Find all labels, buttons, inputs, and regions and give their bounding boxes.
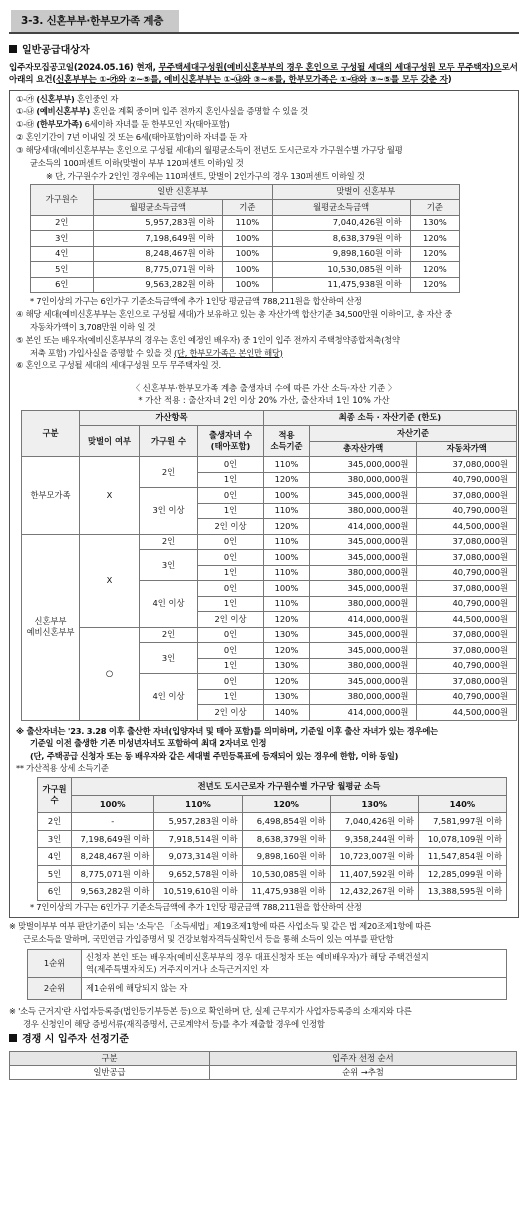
detail-cell: 7,040,426원 이하 [330,813,418,831]
detail-cell: 5,957,283원 이하 [154,813,242,831]
detail-income-table [37,777,507,901]
bonus-cell: 44,500,000원 [417,612,517,628]
rank-1-desc-a: 신청자 본인 또는 배우자(예비신혼부부의 경우 대표신청자 또는 예비배우자)가 해당 주택건설지 [86,952,429,963]
req-4a: ④ 해당 세대(예비신혼부부는 혼인으로 구성될 세대)가 보유하고 있는 총 자산가액 합산기준 34,500만원 이하이고, 총 자산 중 [16,308,453,319]
detail-cell: 11,475,938원 이하 [242,883,330,901]
bonus-cell: 120% [264,519,310,535]
detail-cell: 10,519,610원 이하 [154,883,242,901]
bonus-cell: 0인 [198,488,264,504]
bonus-division [22,534,80,720]
tie-order: 순위 →추첨 [210,1065,517,1079]
bonus-row [22,534,517,550]
rank-1-desc [82,950,507,978]
bonus-cell: 4인 이상 [140,674,198,721]
rank-row-2 [28,978,507,1000]
income-cell: 110% [223,215,272,231]
income-cell: 120% [410,277,459,293]
bonus-cell: 110% [264,457,310,473]
bonus-cell: 37,080,000원 [417,627,517,643]
bonus-table-body [22,457,517,721]
bonus-table [21,410,517,721]
bonus-cell: 3인 [140,643,198,674]
income-cell: 130% [410,215,459,231]
bonus-cell: 380,000,000원 [310,596,417,612]
bonus-cell: 100% [264,550,310,566]
bonus-cell: 110% [264,565,310,581]
bonus-cell: 110% [264,503,310,519]
income-row [31,262,460,278]
detail-pct: 140% [418,795,506,813]
income-cell: 7,040,426원 이하 [272,215,410,231]
dual-note-a: ※ 맞벌이부부 여부 판단기준이 되는 '소득'은 「소득세법」제19조제1항에 따른 사업소득 및 같은 법 제20조제1항에 따른 [9,921,431,932]
bonus-cell: 2인 이상 [198,612,264,628]
req-5a: ⑤ 본인 또는 배우자(예비신혼부부의 경우는 혼인 예정인 배우자) 중 1인이 입주 전까지 주택청약종합저축(청약 [16,334,400,345]
income-cell: 10,530,085원 이하 [272,262,410,278]
bonus-cell: 120% [264,472,310,488]
req-1a-bold: (신혼부부) [36,93,75,104]
bonus-cell: 37,080,000원 [417,457,517,473]
req-note7: * 7인이상의 가구는 6인가구 기준소득금액에 추가 1인당 평균금액 788,211원을 합산하여 산정 [30,296,362,307]
bonus-cell: 37,080,000원 [417,550,517,566]
bonus-cell: 4인 이상 [140,581,198,628]
bonus-cell: 380,000,000원 [310,689,417,705]
bonus-division-label: 한부모가족 [30,489,71,500]
bonus-cell: 37,080,000원 [417,674,517,690]
detail-cell: 7,581,997원 이하 [418,813,506,831]
detail-size: 6인 [38,883,72,901]
square-bullet-icon [9,1034,17,1042]
detail-cell: 8,775,071원 이하 [72,865,154,883]
bonus-th-kids-2: (태아포함) [210,441,251,452]
req-1c [16,118,512,131]
bonus-cell: 0인 [198,643,264,659]
bonus-cell: 380,000,000원 [310,658,417,674]
bonus-cell: 0인 [198,674,264,690]
bonus-cell: 130% [264,689,310,705]
requirements-box [9,90,519,919]
bonus-cell: 100% [264,581,310,597]
bonus-note-1a: ※ 출산자녀는 '23. 3.28 이후 출산한 자녀(입양자녀 및 태아 포함)를 의미하며, 기준일 이후 출산 자녀가 있는 경우에는 [16,725,438,736]
income-th-normal: 일반 신혼부부 [93,184,272,200]
bonus-cell: 414,000,000원 [310,705,417,721]
bonus-division-label: 예비신혼부부 [26,627,75,638]
bonus-cell: 380,000,000원 [310,503,417,519]
detail-th-size [38,778,72,813]
bonus-note-1b: 기준일 이전 출생한 기존 미성년자녀도 포함하여 최대 2자녀로 인정 [30,738,267,749]
general-heading-text: 일반공급대상자 [22,45,90,57]
rank-1-label: 1순위 [28,950,82,978]
income-cell: 100% [223,277,272,293]
bonus-dual-mark: ○ [80,627,140,720]
bonus-cell: 40,790,000원 [417,503,517,519]
square-bullet-icon [9,45,17,53]
detail-size: 3인 [38,830,72,848]
detail-size: 4인 [38,848,72,866]
detail-cell: 12,432,267원 이하 [330,883,418,901]
income-cell: 100% [223,262,272,278]
bonus-th-income-1: 적용 [278,429,295,440]
bonus-th-total: 총자산가액 [310,441,417,457]
bonus-th-size: 가구원 수 [140,426,198,457]
req-1b-bold: (예비신혼부부) [36,106,91,117]
detail-cell: 6,498,854원 이하 [242,813,330,831]
bonus-cell: 130% [264,658,310,674]
bonus-cell: 2인 이상 [198,705,264,721]
detail-pct-row [38,795,507,813]
bonus-cell: 120% [264,674,310,690]
income-cell: 6인 [31,277,94,293]
income-cell: 100% [223,231,272,247]
req-3a: ③ 해당세대(예비신혼부부는 혼인으로 구성될 세대)의 월평균소득이 전년도 도시근로자 가구원수별 가구당 월평 [16,145,403,156]
intro-underline-1: 무주택세대구성원(예비신혼부부의 경우 혼인으로 구성될 세대의 세대구성원 모두 무주택자)으 [158,62,502,73]
detail-cell: 10,723,007원 이하 [330,848,418,866]
detail-pct: 120% [242,795,330,813]
bonus-cell: 44,500,000원 [417,705,517,721]
bonus-cell: 345,000,000원 [310,627,417,643]
bonus-cell: 2인 [140,534,198,550]
bonus-th-final: 최종 소득 · 자산기준 (한도) [264,410,517,426]
bonus-cell: 0인 [198,457,264,473]
bonus-cell: 1인 [198,472,264,488]
detail-pct: 130% [330,795,418,813]
income-cell: 120% [410,262,459,278]
income-cell: 2인 [31,215,94,231]
req-2: ② 혼인기간이 7년 이내일 것 또는 6세(태아포함)이하 자녀를 둔 자 [16,132,248,143]
bonus-cell: 140% [264,705,310,721]
detail-row [38,865,507,883]
income-table [30,184,460,294]
bonus-cell: 3인 [140,550,198,581]
bonus-cell: 414,000,000원 [310,519,417,535]
income-row [31,246,460,262]
detail-size: 5인 [38,865,72,883]
income-cell: 8,775,071원 이하 [93,262,223,278]
detail-size: 2인 [38,813,72,831]
detail-pct: 110% [154,795,242,813]
income-cell: 3인 [31,231,94,247]
intro-underline-2: 신혼부부는 ①-㉮와 ②~⑤를, 예비신혼부부는 ①-㉯와 ③~⑥를, 한부모가족은 ①-㉰와 ③~⑤를 모두 갖춘 자 [56,75,448,86]
detail-cell: 11,407,592원 이하 [330,865,418,883]
income-th-size: 가구원수 [31,184,94,215]
req-1b-text: 혼인을 계획 중이며 입주 전까지 혼인사실을 증명할 수 있을 것 [90,106,309,117]
detail-cell: 12,285,099원 이하 [418,865,506,883]
bonus-cell: 345,000,000원 [310,488,417,504]
req-1b-mark: ①-㉯ [16,106,37,117]
detail-row [38,813,507,831]
bonus-cell: 380,000,000원 [310,472,417,488]
bonus-cell: 40,790,000원 [417,472,517,488]
income-row [31,215,460,231]
detail-cell: 9,563,282원 이하 [72,883,154,901]
bonus-cell: 40,790,000원 [417,596,517,612]
income-base-note-a: ※ '소득 근거지'란 사업자등록증(법인등기부등본 등)으로 확인하며 단, 실제 근무지가 사업자등록증의 소재지와 다른 [9,1006,412,1017]
req-1a [16,93,512,106]
detail-cell: 9,073,314원 이하 [154,848,242,866]
income-row [31,277,460,293]
detail-row [38,830,507,848]
income-cell: 9,898,160원 이하 [272,246,410,262]
bonus-cell: 40,790,000원 [417,658,517,674]
req-5b-underline: (단, 한부모가족은 본인만 해당) [173,347,283,358]
detail-note7: * 7인이상의 가구는 6인가구 기준소득금액에 추가 1인당 평균금액 788,211원을 합산하여 산정 [30,901,362,912]
detail-cell: 10,078,109원 이하 [418,830,506,848]
bonus-cell: 130% [264,627,310,643]
bonus-th-income-2: 소득기준 [270,441,303,452]
bonus-cell: 40,790,000원 [417,689,517,705]
detail-row [38,848,507,866]
income-table-body [31,215,460,293]
bonus-cell: 120% [264,612,310,628]
bonus-cell: 3인 이상 [140,488,198,535]
bonus-cell: 44,500,000원 [417,519,517,535]
detail-cell: 13,388,595원 이하 [418,883,506,901]
general-intro [9,62,519,87]
bonus-cell: 1인 [198,565,264,581]
income-cell: 5,957,283원 이하 [93,215,223,231]
bonus-cell: 0인 [198,534,264,550]
bonus-cell: 345,000,000원 [310,581,417,597]
income-cell: 8,638,379원 이하 [272,231,410,247]
bonus-division [22,457,80,535]
detail-cell: 7,198,649원 이하 [72,830,154,848]
intro-part-a: 입주자모집공고일(2024.05.16) 현재, [9,62,159,73]
bonus-cell: 2인 이상 [198,519,264,535]
bonus-cell: 380,000,000원 [310,565,417,581]
req-3b: 균소득의 100퍼센트 이하(맞벌이 부부 120퍼센트 이하)일 것 [30,157,244,168]
detail-th-title: 전년도 도시근로자 가구원수별 가구당 월평균 소득 [72,778,507,796]
rank-2-desc: 제1순위에 해당되지 않는 자 [82,978,507,1000]
req-1c-bold: (한부모가족) [36,119,83,130]
bonus-cell: 1인 [198,596,264,612]
req-6: ⑥ 혼인으로 구성될 세대의 세대구성원 모두 무주택자일 것. [16,360,221,371]
bonus-cell: 2인 [140,627,198,643]
detail-cell: 11,547,854원 이하 [418,848,506,866]
intro-part-b: 로서 아래의 요건( [9,62,518,86]
dual-note-b: 근로소득을 말하며, 국민연금 가입증명서 및 건강보험자격득실확인서 등을 통해 소득이 있는 여부를 판단함 [23,933,394,944]
bonus-cell: 345,000,000원 [310,674,417,690]
detail-cell: 9,898,160원 이하 [242,848,330,866]
income-th-monthly: 월평균소득금액 [272,200,410,216]
detail-cell: 7,918,514원 이하 [154,830,242,848]
bonus-cell: 345,000,000원 [310,534,417,550]
bonus-th-car: 자동차가액 [417,441,517,457]
req-1a-mark: ①-㉮ [16,93,37,104]
req-1c-mark: ①-㉰ [16,119,37,130]
bonus-cell: 1인 [198,658,264,674]
req-4b: 자동차가액이 3,708만원 이하 일 것 [30,321,156,332]
bonus-cell: 40,790,000원 [417,565,517,581]
req-1b [16,105,512,118]
bonus-cell: 1인 [198,689,264,705]
bonus-th-income [264,426,310,457]
tie-heading-text: 경쟁 시 입주자 선정기준 [22,1034,130,1046]
section-title: 3-3. 신혼부부·한부모가족 계층 [11,10,179,32]
req-5b-text: 저축 포함) 가입사실을 증명할 수 있을 것 [30,347,174,358]
req-1a-text: 혼인중인 자 [74,93,119,104]
detail-cell: 8,248,467원 이하 [72,848,154,866]
bonus-cell: 1인 [198,503,264,519]
income-th-std: 기준 [223,200,272,216]
req-1c-text: 6세이하 자녀를 둔 한부모인 자(태아포함) [82,119,230,130]
rank-2-label: 2순위 [28,978,82,1000]
bonus-th-add: 가산항목 [80,410,264,426]
bonus-th-div: 구분 [22,410,80,457]
income-th-std: 기준 [410,200,459,216]
income-th-monthly: 월평균소득금액 [93,200,223,216]
bonus-cell: 345,000,000원 [310,643,417,659]
detail-cell: 8,638,379원 이하 [242,830,330,848]
bonus-cell: 414,000,000원 [310,612,417,628]
bonus-row [22,457,517,473]
detail-row [38,883,507,901]
bonus-cell: 2인 [140,457,198,488]
bonus-cell: 110% [264,534,310,550]
detail-pct: 100% [72,795,154,813]
bonus-th-asset: 자산기준 [310,426,517,442]
bonus-note-1c: (단, 주택공급 신청자 또는 동 배우자와 같은 세대별 주민등록표에 등재되어 있는 경우에 한함, 이하 동일) [30,750,399,761]
bonus-cell: 0인 [198,550,264,566]
bonus-cell: 0인 [198,627,264,643]
bonus-row [22,627,517,643]
tie-th-div: 구분 [10,1051,210,1065]
bonus-subtitle: * 가산 적용 : 출산자녀 2인 이상 20% 가산, 출산자녀 1인 10% 가산 [138,395,390,406]
income-row [31,231,460,247]
bonus-cell: 37,080,000원 [417,581,517,597]
bonus-cell: 37,080,000원 [417,534,517,550]
detail-cell: - [72,813,154,831]
income-cell: 7,198,649원 이하 [93,231,223,247]
section-rule [9,32,519,34]
bonus-cell: 37,080,000원 [417,643,517,659]
intro-part-c: ) [447,75,452,86]
bonus-cell: 100% [264,488,310,504]
req-3c: ※ 단, 가구원수가 2인인 경우에는 110퍼센트, 맞벌이 2인가구의 경우 130퍼센트 이하일 것 [46,170,365,181]
bonus-cell: 120% [264,643,310,659]
rank-1-desc-b: 역(제주특별자치도) 거주지이거나 소득근거지인 자 [86,963,269,974]
income-base-note-b: 경우 신청인이 해당 증빙서류(재직증명서, 근로계약서 등)를 추가 제출할 경우에 인정함 [23,1018,325,1029]
req-5b [16,347,512,360]
income-cell: 5인 [31,262,94,278]
detail-table-body [38,813,507,901]
bonus-cell: 0인 [198,581,264,597]
rank-table [27,949,507,1000]
bonus-note-2: ** 가산적용 상세 소득기준 [16,762,109,773]
income-cell: 120% [410,231,459,247]
general-heading [9,44,519,58]
bonus-division-label: 신혼부부 [34,615,67,626]
income-cell: 4인 [31,246,94,262]
rank-row-1 [28,950,507,978]
income-cell: 11,475,938원 이하 [272,277,410,293]
bonus-cell: 110% [264,596,310,612]
tie-th-order: 입주자 선정 순서 [210,1051,517,1065]
detail-th-size-1: 가구원 [42,784,67,795]
bonus-cell: 37,080,000원 [417,488,517,504]
detail-th-size-2: 수 [50,795,59,806]
bonus-title: 〈 신혼부부·한부모가족 계층 출생자녀 수에 따른 가산 소득·자산 기준 〉 [131,383,397,394]
bonus-dual-mark: X [80,534,140,627]
income-cell: 8,248,467원 이하 [93,246,223,262]
detail-cell: 10,530,085원 이하 [242,865,330,883]
income-th-dual: 맞벌이 신혼부부 [272,184,459,200]
tie-table [9,1051,517,1080]
tie-heading [9,1033,519,1047]
tie-div: 일반공급 [10,1065,210,1079]
detail-cell: 9,358,244원 이하 [330,830,418,848]
income-cell: 100% [223,246,272,262]
bonus-th-dual: 맞벌이 여부 [80,426,140,457]
income-cell: 120% [410,246,459,262]
income-cell: 9,563,282원 이하 [93,277,223,293]
bonus-th-kids [198,426,264,457]
bonus-cell: 345,000,000원 [310,457,417,473]
bonus-th-kids-1: 출생자녀 수 [209,429,252,440]
bonus-cell: 345,000,000원 [310,550,417,566]
bonus-dual-mark: X [80,457,140,535]
detail-cell: 9,652,578원 이하 [154,865,242,883]
